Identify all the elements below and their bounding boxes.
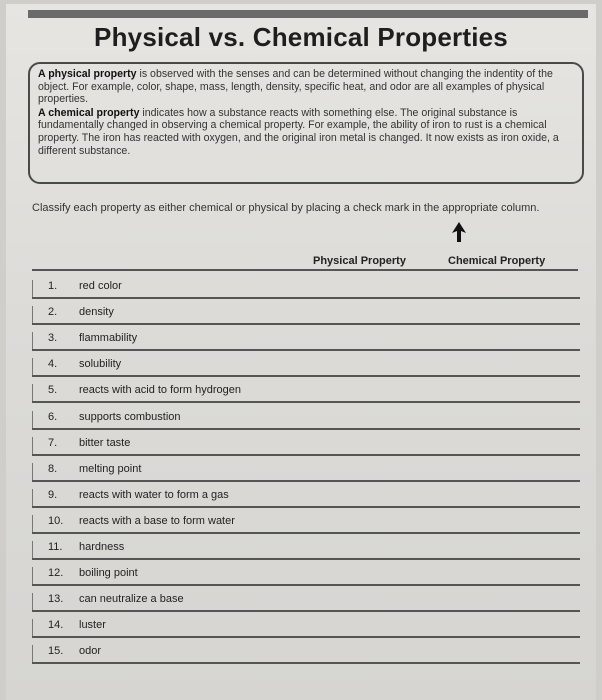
mouse-pointer-icon (452, 222, 466, 242)
property-label: reacts with a base to form water (79, 515, 235, 527)
property-label: red color (79, 280, 122, 292)
property-row[interactable] (32, 280, 580, 306)
chemical-definition (38, 107, 572, 157)
row-rule (32, 610, 580, 612)
property-number: 4. (48, 358, 58, 370)
property-number: 9. (48, 489, 58, 501)
header-rule (32, 269, 578, 271)
property-label: luster (79, 619, 106, 631)
property-number: 7. (48, 437, 58, 449)
property-row[interactable] (32, 411, 580, 437)
definitions-box (28, 62, 584, 184)
row-rule (32, 662, 580, 664)
page-title: Physical vs. Chemical Properties (94, 22, 508, 52)
property-number: 13. (48, 593, 64, 605)
property-number: 2. (48, 306, 58, 318)
property-label: reacts with water to form a gas (79, 489, 229, 501)
property-row[interactable] (32, 437, 580, 463)
chemical-term: A chemical property (38, 106, 140, 119)
row-rule (32, 454, 580, 456)
physical-definition (38, 68, 572, 106)
row-rule (32, 506, 580, 508)
property-label: supports combustion (79, 411, 181, 423)
property-number: 14. (48, 619, 64, 631)
top-border (28, 10, 588, 18)
property-label: bitter taste (79, 437, 131, 449)
row-rule (32, 558, 580, 560)
property-number: 1. (48, 280, 58, 292)
row-rule (32, 428, 580, 430)
property-row[interactable] (32, 358, 580, 384)
property-number: 8. (48, 463, 58, 475)
property-row[interactable] (32, 384, 580, 410)
property-label: reacts with acid to form hydrogen (79, 384, 242, 396)
property-number: 6. (48, 411, 58, 423)
property-label: boiling point (79, 567, 138, 579)
property-number: 15. (48, 645, 64, 657)
physical-property-column-header: Physical Property (313, 255, 406, 267)
property-row[interactable] (32, 463, 580, 489)
property-label: density (79, 306, 114, 318)
property-row[interactable] (32, 541, 580, 567)
row-rule (32, 401, 580, 403)
instructions: Classify each property as either chemical or physical by placing a check mark in the appropriate column. (32, 202, 540, 214)
property-number: 11. (48, 541, 63, 553)
property-label: melting point (79, 463, 142, 475)
row-rule (32, 349, 580, 351)
row-rule (32, 636, 580, 638)
property-row[interactable] (32, 332, 580, 358)
property-row[interactable] (32, 593, 580, 619)
property-row[interactable] (32, 306, 580, 332)
property-label: flammability (79, 332, 138, 344)
row-rule (32, 297, 580, 299)
row-rule (32, 375, 580, 377)
property-number: 12. (48, 567, 64, 579)
property-row[interactable] (32, 489, 580, 515)
property-number: 5. (48, 384, 58, 396)
property-row[interactable] (32, 619, 580, 645)
physical-term: A physical property (38, 68, 137, 80)
property-number: 3. (48, 332, 58, 344)
row-rule (32, 584, 580, 586)
property-label: hardness (79, 541, 125, 553)
row-rule (32, 532, 580, 534)
property-label: can neutralize a base (79, 593, 184, 605)
property-row[interactable] (32, 515, 580, 541)
chemical-property-column-header: Chemical Property (448, 255, 546, 267)
physical-text: is observed with the senses and can be determined without changing the indentity of the object. For example, color, shape, mass, length, density, specific heat, and odor are all examples of physical properties. (38, 68, 553, 106)
property-number: 10. (48, 515, 64, 527)
row-rule (32, 480, 580, 482)
property-label: solubility (79, 358, 122, 370)
chemical-text: indicates how a substance reacts with something else. The original substance is fundamentally changed in observing a chemical property. For example, the ability of iron to rust is a chemical property. The iron has reacted with oxygen, and the original iron metal is changed. It now exists as iron oxide, a different substance. (38, 106, 559, 157)
property-row[interactable] (32, 645, 580, 671)
row-rule (32, 323, 580, 325)
property-label: odor (79, 645, 102, 657)
property-row[interactable] (32, 567, 580, 593)
